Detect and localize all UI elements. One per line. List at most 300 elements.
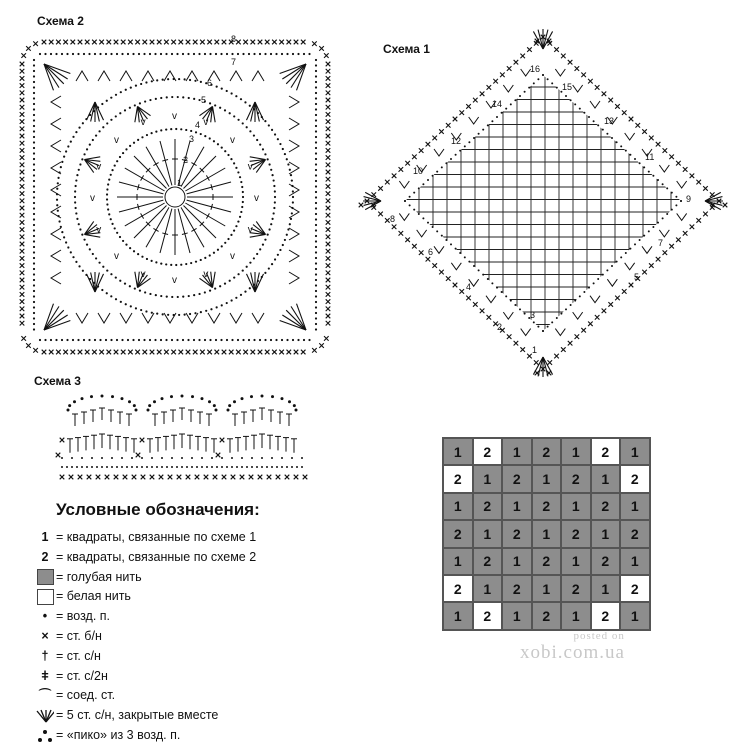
sc-stitch-icon xyxy=(602,91,607,96)
sc-stitch-icon xyxy=(301,40,306,45)
chain-dot-icon xyxy=(33,257,35,259)
chain-dot-icon xyxy=(221,466,223,468)
sc-stitch-icon xyxy=(207,350,212,355)
sc-stitch-icon xyxy=(326,191,331,196)
sc-stitch-icon xyxy=(392,173,397,178)
chain-dot-icon xyxy=(289,223,291,225)
chain-dot-icon xyxy=(33,246,35,248)
v-stitch-icon: v xyxy=(203,117,209,129)
chain-dot-icon xyxy=(496,287,498,289)
grid-cell: 2 xyxy=(473,602,503,629)
fan-icon xyxy=(280,304,306,330)
chain-dot-icon xyxy=(94,53,96,55)
chain-dot-icon xyxy=(171,296,173,298)
chain-dot-icon xyxy=(315,202,317,204)
chain-dot-icon xyxy=(662,183,664,185)
chain-dot-icon xyxy=(491,282,493,284)
chain-dot-icon xyxy=(151,132,153,134)
chain-dot-icon xyxy=(33,295,35,297)
chain-dot-icon xyxy=(99,339,101,341)
chain-dot-icon xyxy=(70,141,72,143)
chain-dot-icon xyxy=(89,144,91,146)
sc-stitch-icon xyxy=(276,475,281,480)
chain-dot-icon xyxy=(237,171,239,173)
chain-dot-icon xyxy=(184,314,186,316)
chain-dot-icon xyxy=(176,53,178,55)
sc-stitch-icon xyxy=(215,350,220,355)
chain-dot-icon xyxy=(487,278,489,280)
sc-stitch-icon xyxy=(243,40,248,45)
chain-dot-icon xyxy=(284,239,286,241)
mesh-grid xyxy=(377,37,709,369)
sc-stitch-icon xyxy=(20,105,25,110)
chain-dot-icon xyxy=(221,88,223,90)
sc-stitch-icon xyxy=(251,350,256,355)
sc-stitch-icon xyxy=(326,141,331,146)
chain-dot-icon xyxy=(556,87,558,89)
grid-cell: 1 xyxy=(620,493,650,520)
chain-dot-icon xyxy=(95,134,97,136)
chain-dot-icon xyxy=(82,122,84,124)
sc-stitch-icon xyxy=(561,54,566,59)
sc-stitch-icon xyxy=(20,127,25,132)
chain-dot-icon xyxy=(160,262,162,264)
chain-dot-icon xyxy=(208,400,211,403)
sc-stitch-icon xyxy=(78,475,83,480)
chain-dot-icon xyxy=(315,152,317,154)
chain-dot-icon xyxy=(119,280,121,282)
sc-stitch-icon xyxy=(60,438,65,443)
chain-dot-icon xyxy=(473,265,475,267)
chain-dot-icon xyxy=(65,241,67,243)
sc-stitch-icon xyxy=(60,475,65,480)
chain-dot-icon xyxy=(106,269,108,271)
chain-dot-icon xyxy=(148,404,151,407)
chain-dot-icon xyxy=(514,304,516,306)
chain-dot-icon xyxy=(138,339,140,341)
chain-dot-icon xyxy=(110,339,112,341)
legend-symbol: ǂ xyxy=(41,668,49,683)
sc-stitch-icon xyxy=(195,475,200,480)
chain-dot-icon xyxy=(315,246,317,248)
chain-dot-icon xyxy=(101,289,103,291)
chain-dot-icon xyxy=(92,253,94,255)
chain-dot-icon xyxy=(33,130,35,132)
chain-dot-icon xyxy=(33,152,35,154)
row-number: 10 xyxy=(413,166,424,176)
sc-stitch-icon xyxy=(164,350,169,355)
sc-stitch-icon xyxy=(493,79,498,84)
chain-dot-icon xyxy=(33,301,35,303)
chain-dot-icon xyxy=(165,263,167,265)
scheme1-title: Схема 1 xyxy=(383,42,430,56)
v-stitch-icon: v xyxy=(247,161,253,173)
sc-stitch-icon xyxy=(150,40,155,45)
chain-dot-icon xyxy=(542,74,544,76)
center-ring xyxy=(165,187,185,207)
chain-dot-icon xyxy=(574,300,576,302)
chain-dot-icon xyxy=(134,287,136,289)
sc-stitch-icon xyxy=(114,475,119,480)
chain-dot-icon xyxy=(33,279,35,281)
chain-dot-icon xyxy=(579,108,581,110)
sc-stitch-icon xyxy=(326,76,331,81)
chain-dot-icon xyxy=(240,294,242,296)
chain-dot-icon xyxy=(88,339,90,341)
chain-dot-icon xyxy=(315,180,317,182)
chain-dot-icon xyxy=(259,144,261,146)
sc-stitch-icon xyxy=(20,91,25,96)
sc-stitch-icon xyxy=(20,141,25,146)
sc-stitch-icon xyxy=(121,40,126,45)
sc-stitch-icon xyxy=(326,184,331,189)
sc-stitch-icon xyxy=(200,350,205,355)
sc-stitch-icon xyxy=(608,302,613,307)
chain-dot-icon xyxy=(167,314,169,316)
chain-dot-icon xyxy=(478,269,480,271)
chain-dot-icon xyxy=(315,312,317,314)
sc-stitch-icon xyxy=(21,336,26,341)
chain-dot-icon xyxy=(297,339,299,341)
sc-stitch-icon xyxy=(326,242,331,247)
chain-dot-icon xyxy=(273,179,275,181)
chain-dot-icon xyxy=(215,409,218,412)
chain-dot-icon xyxy=(256,253,258,255)
sc-stitch-icon xyxy=(63,350,68,355)
chain-dot-icon xyxy=(547,78,549,80)
chain-dot-icon xyxy=(560,313,562,315)
chain-dot-icon xyxy=(72,136,74,138)
chain-dot-icon xyxy=(239,176,241,178)
sc-stitch-icon xyxy=(20,177,25,182)
chain-dot-icon xyxy=(315,213,317,215)
chain-dot-icon xyxy=(61,466,63,468)
sc-stitch-icon xyxy=(602,309,607,314)
chain-dot-icon xyxy=(643,235,645,237)
chain-dot-icon xyxy=(106,188,108,190)
chain-dot-icon xyxy=(160,53,162,55)
chain-dot-icon xyxy=(213,404,216,407)
chain-dot-icon xyxy=(141,256,143,258)
chain-dot-icon xyxy=(241,186,243,188)
chain-dot-icon xyxy=(135,307,137,309)
chain-dot-icon xyxy=(675,204,677,206)
chain-dot-icon xyxy=(161,397,164,400)
sc-stitch-icon xyxy=(20,184,25,189)
chain-dot-icon xyxy=(256,139,258,141)
sc-stitch-icon xyxy=(326,307,331,312)
sc-stitch-icon xyxy=(42,350,47,355)
chain-dot-icon xyxy=(170,128,172,130)
chain-dot-icon xyxy=(315,185,317,187)
chain-dot-icon xyxy=(91,457,93,459)
grid-cell: 2 xyxy=(561,465,591,492)
chain-dot-icon xyxy=(58,171,60,173)
grid-cell: 1 xyxy=(561,602,591,629)
chain-dot-icon xyxy=(242,269,244,271)
row-number: 3 xyxy=(189,134,195,144)
sc-stitch-icon xyxy=(92,40,97,45)
sc-stitch-icon xyxy=(412,244,417,249)
sc-stitch-icon xyxy=(114,350,119,355)
sc-stitch-icon xyxy=(581,73,586,78)
sc-stitch-icon xyxy=(514,341,519,346)
sc-stitch-icon xyxy=(56,40,61,45)
chain-dot-icon xyxy=(671,192,673,194)
chain-dot-icon xyxy=(290,174,292,176)
row-number: 4 xyxy=(466,282,472,292)
grid-cell: 2 xyxy=(532,438,562,465)
chain-dot-icon xyxy=(281,457,283,459)
sc-stitch-icon xyxy=(608,98,613,103)
chain-dot-icon xyxy=(137,253,139,255)
chain-dot-icon xyxy=(287,228,289,230)
chain-dot-icon xyxy=(275,53,277,55)
sc-stitch-icon xyxy=(326,206,331,211)
chain-dot-icon xyxy=(680,200,682,202)
chain-dot-icon xyxy=(616,141,618,143)
chain-dot-icon xyxy=(217,249,219,251)
chain-dot-icon xyxy=(593,282,595,284)
chain-dot-icon xyxy=(264,153,266,155)
chain-dot-icon xyxy=(629,248,631,250)
chain-dot-icon xyxy=(115,115,117,117)
sc-stitch-icon xyxy=(128,350,133,355)
sc-stitch-icon xyxy=(249,475,254,480)
chain-dot-icon xyxy=(160,339,162,341)
sc-stitch-icon xyxy=(326,112,331,117)
sc-stitch-icon xyxy=(20,299,25,304)
chain-dot-icon xyxy=(177,296,179,298)
chain-dot-icon xyxy=(71,466,73,468)
chain-dot-icon xyxy=(259,53,261,55)
row-number: 7 xyxy=(658,238,664,248)
sc-stitch-icon xyxy=(114,40,119,45)
chain-dot-icon xyxy=(427,222,429,224)
chain-dot-icon xyxy=(271,395,274,398)
chain-dot-icon xyxy=(125,303,127,305)
chain-dot-icon xyxy=(185,263,187,265)
chain-dot-icon xyxy=(75,131,77,133)
chain-dot-icon xyxy=(315,262,317,264)
chain-dot-icon xyxy=(528,87,530,89)
v-stitch-icon: v xyxy=(114,135,120,147)
chain-dot-icon xyxy=(60,166,62,168)
sc-stitch-icon xyxy=(500,73,505,78)
chain-dot-icon xyxy=(215,339,217,341)
chain-dot-icon xyxy=(129,107,131,109)
chain-dot-icon xyxy=(301,466,303,468)
grid-cell: 1 xyxy=(532,575,562,602)
chain-dot-icon xyxy=(634,243,636,245)
chain-dot-icon xyxy=(72,339,74,341)
sc-stitch-icon xyxy=(294,475,299,480)
v-stitch-icon: v xyxy=(96,224,102,236)
chain-dot-icon xyxy=(501,291,503,293)
sc-stitch-icon xyxy=(123,475,128,480)
chain-dot-icon xyxy=(268,163,270,165)
chain-dot-icon xyxy=(315,257,317,259)
chain-dot-icon xyxy=(121,339,123,341)
chain-dot-icon xyxy=(194,80,196,82)
sc-stitch-icon xyxy=(63,40,68,45)
chain-dot-icon xyxy=(67,145,69,147)
grid-cell: 2 xyxy=(502,520,532,547)
sc-stitch-icon xyxy=(193,350,198,355)
sc-stitch-icon xyxy=(49,40,54,45)
chain-dot-icon xyxy=(94,339,96,341)
chain-dot-icon xyxy=(224,242,226,244)
chain-dot-icon xyxy=(487,124,489,126)
sc-stitch-icon xyxy=(326,62,331,67)
sc-stitch-icon xyxy=(326,256,331,261)
sc-stitch-icon xyxy=(20,235,25,240)
chain-dot-icon xyxy=(264,239,266,241)
chain-dot-icon xyxy=(155,261,157,263)
chain-dot-icon xyxy=(181,466,183,468)
chain-dot-icon xyxy=(216,85,218,87)
chain-dot-icon xyxy=(55,53,57,55)
row-number: 2 xyxy=(183,155,189,165)
chain-dot-icon xyxy=(147,409,150,412)
chain-dot-icon xyxy=(315,114,317,116)
chain-dot-icon xyxy=(259,248,261,250)
chain-dot-icon xyxy=(441,235,443,237)
chain-dot-icon xyxy=(409,196,411,198)
row-number: 8 xyxy=(231,34,237,44)
sc-stitch-icon xyxy=(71,350,76,355)
grid-cell: 2 xyxy=(532,548,562,575)
chain-dot-icon xyxy=(60,226,62,228)
legend-text: = квадраты, связанные по схеме 1 xyxy=(56,530,257,544)
chain-dot-icon xyxy=(648,230,650,232)
chain-dot-icon xyxy=(107,183,109,185)
chain-dot-icon xyxy=(606,269,608,271)
chain-dot-icon xyxy=(233,400,236,403)
chain-dot-icon xyxy=(643,166,645,168)
chain-dot-icon xyxy=(140,309,142,311)
chain-dot-icon xyxy=(224,109,226,111)
chain-dot-icon xyxy=(229,280,231,282)
chain-dot-icon xyxy=(61,457,63,459)
chain-dot-icon xyxy=(33,235,35,237)
sc-stitch-icon xyxy=(303,475,308,480)
chain-dot-icon xyxy=(106,193,108,195)
chain-dot-icon xyxy=(195,261,197,263)
chain-dot-icon xyxy=(155,294,157,296)
chain-dot-icon xyxy=(86,243,88,245)
chain-dot-icon xyxy=(291,457,293,459)
sc-stitch-icon xyxy=(140,438,145,443)
grid-cell: 1 xyxy=(443,602,473,629)
chain-dot-icon xyxy=(286,466,288,468)
chain-dot-icon xyxy=(110,53,112,55)
chain-dot-icon xyxy=(63,236,65,238)
chain-dot-icon xyxy=(132,53,134,55)
chain-dot-icon xyxy=(156,313,158,315)
chain-dot-icon xyxy=(166,296,168,298)
chain-dot-icon xyxy=(67,246,69,248)
chain-dot-icon xyxy=(315,191,317,193)
sc-stitch-icon xyxy=(168,475,173,480)
sc-stitch-icon xyxy=(439,129,444,134)
chain-dot-icon xyxy=(315,196,317,198)
grid-cell: 2 xyxy=(532,602,562,629)
chain-dot-icon xyxy=(96,466,98,468)
chain-dot-icon xyxy=(124,109,126,111)
sc-stitch-icon xyxy=(588,79,593,84)
sc-stitch-icon xyxy=(405,237,410,242)
row-number: 13 xyxy=(604,116,615,126)
sc-stitch-icon xyxy=(642,270,647,275)
chain-dot-icon xyxy=(56,199,58,201)
chain-dot-icon xyxy=(33,114,35,116)
chain-dot-icon xyxy=(81,158,83,160)
sc-stitch-icon xyxy=(326,278,331,283)
legend-item xyxy=(36,726,256,746)
sc-stitch-icon xyxy=(258,475,263,480)
sc-stitch-icon xyxy=(568,60,573,65)
fan-icon xyxy=(36,709,54,723)
chain-dot-icon xyxy=(95,257,97,259)
chain-dot-icon xyxy=(146,258,148,260)
watermark xyxy=(520,630,625,664)
chain-dot-icon xyxy=(228,404,231,407)
legend-text: = 5 ст. с/н, закрытые вместе xyxy=(56,708,219,723)
sc-stitch-icon xyxy=(20,134,25,139)
chain-dot-icon xyxy=(171,96,173,98)
chain-dot-icon xyxy=(242,53,244,55)
sc-stitch-icon xyxy=(399,231,404,236)
sc-stitch-icon xyxy=(487,85,492,90)
chain-dot-icon xyxy=(625,252,627,254)
chain-dot-icon xyxy=(297,53,299,55)
chain-dot-icon xyxy=(106,466,108,468)
legend-symbol: • xyxy=(42,609,48,624)
row-number: 6 xyxy=(428,247,434,257)
sc-stitch-icon xyxy=(56,453,61,458)
sc-stitch-icon xyxy=(669,244,674,249)
sc-stitch-icon xyxy=(527,47,532,52)
sc-stitch-icon xyxy=(575,66,580,71)
chain-dot-icon xyxy=(268,267,270,269)
chain-dot-icon xyxy=(273,212,275,214)
chain-dot-icon xyxy=(237,53,239,55)
row-number: 7 xyxy=(231,57,237,67)
chain-dot-icon xyxy=(249,262,251,264)
chain-dot-icon xyxy=(213,140,215,142)
chain-dot-icon xyxy=(78,127,80,129)
chain-dot-icon xyxy=(171,339,173,341)
chain-dot-icon xyxy=(61,231,63,233)
chain-dot-icon xyxy=(215,53,217,55)
sc-stitch-icon xyxy=(21,53,26,58)
chain-dot-icon xyxy=(551,82,553,84)
chain-dot-icon xyxy=(115,94,117,96)
layout-grid xyxy=(442,437,651,631)
chain-dot-icon xyxy=(404,200,406,202)
sc-stitch-icon xyxy=(554,354,559,359)
sc-stitch-icon xyxy=(216,453,221,458)
chain-dot-icon xyxy=(237,273,239,275)
scallop xyxy=(227,408,297,453)
grid-cell: 1 xyxy=(620,548,650,575)
chain-dot-icon xyxy=(201,466,203,468)
legend-item xyxy=(36,627,256,647)
sc-stitch-icon xyxy=(157,40,162,45)
sc-stitch-icon xyxy=(656,142,661,147)
sc-stitch-icon xyxy=(222,475,227,480)
